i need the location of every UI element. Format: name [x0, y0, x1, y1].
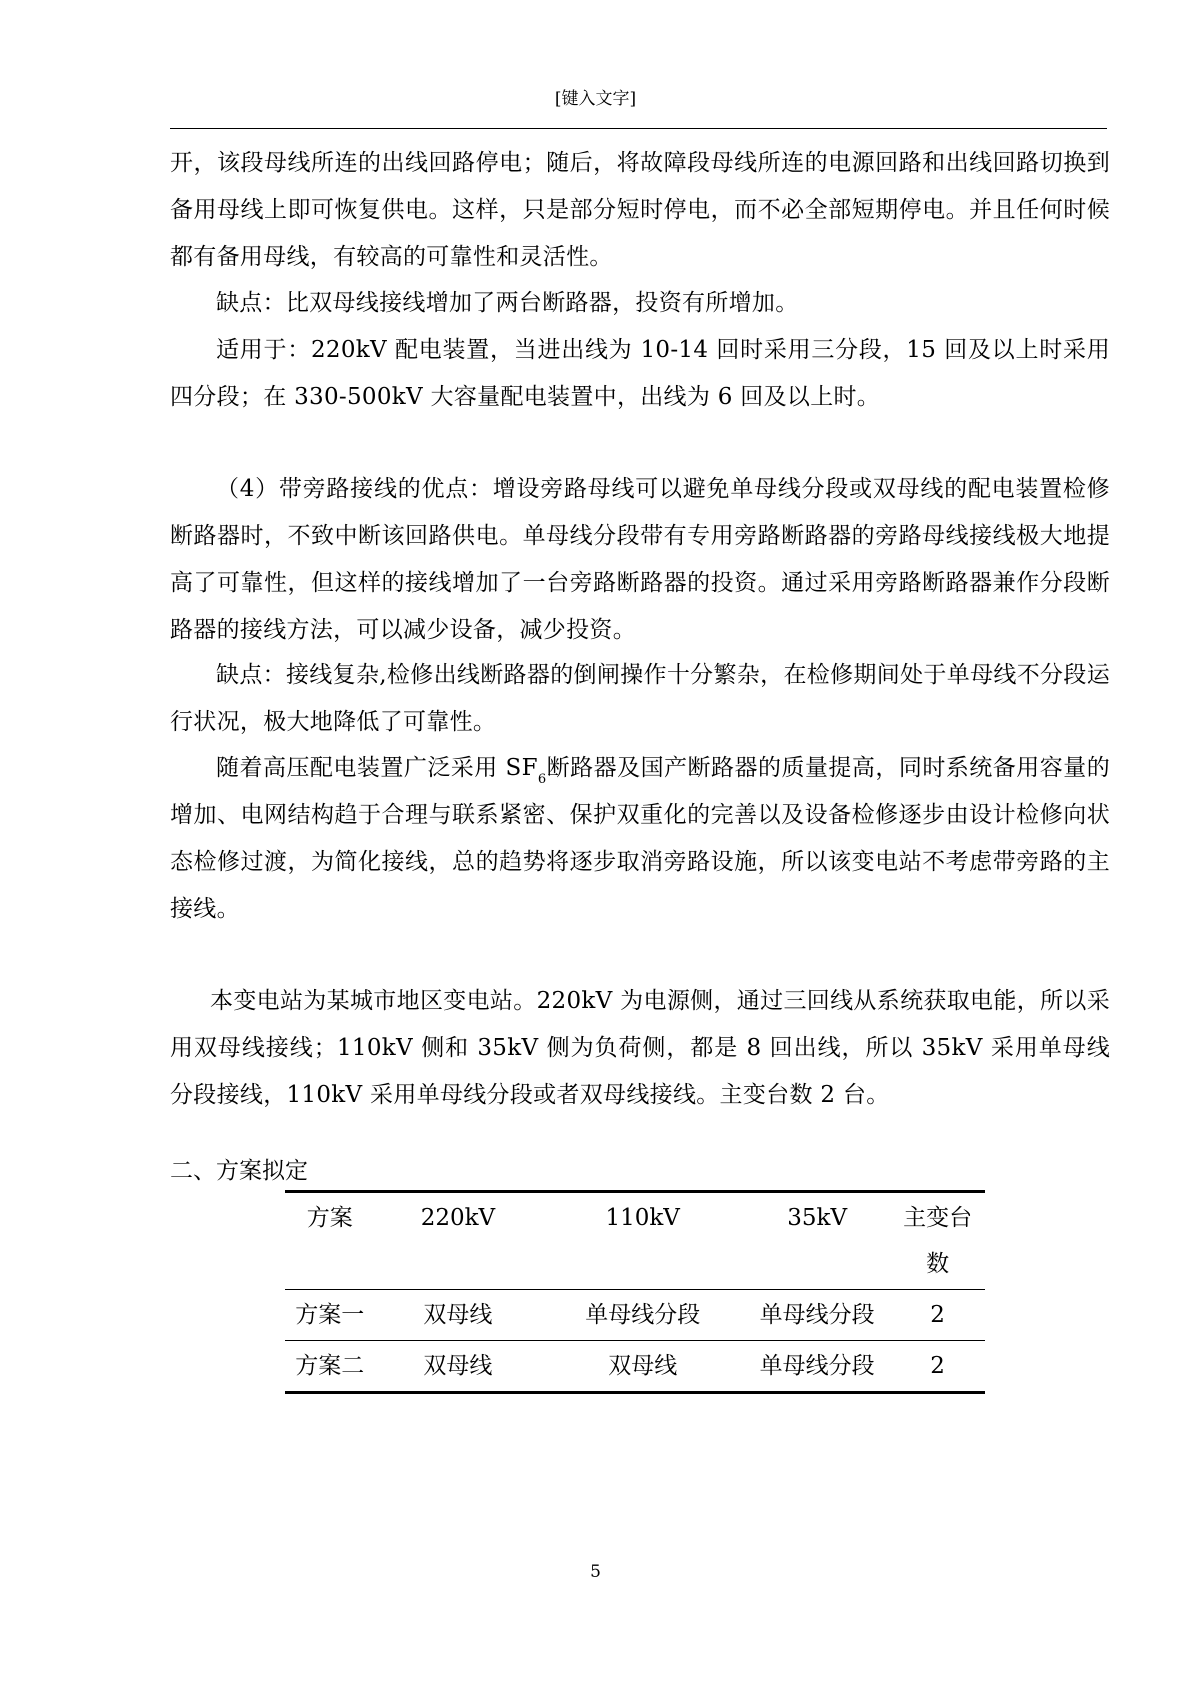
- header-35kv: 35kV: [744, 1192, 890, 1290]
- header-transformer-count: 主变台数: [890, 1192, 985, 1290]
- table-cell: 2: [890, 1341, 985, 1393]
- table-cell: 单母线分段: [541, 1290, 744, 1341]
- page-number: 5: [590, 1562, 601, 1582]
- header-220kv: 220kV: [375, 1192, 542, 1290]
- table-cell: 双母线: [375, 1290, 542, 1341]
- paragraph-disadvantage: 缺点：比双母线接线增加了两台断路器，投资有所增加。: [216, 290, 799, 316]
- table-cell: 单母线分段: [744, 1290, 890, 1341]
- paragraph-applicability: 适用于：220kV 配电装置，当进出线为 10-14 回时采用三分段，15 回及以上时采用四分段；在 330-500kV 大容量配电装置中，出线为 6 回及以上时。: [170, 337, 1110, 410]
- table-row: [285, 1290, 985, 1341]
- paragraph-trend: [170, 745, 1110, 933]
- paragraph-continuation: 开，该段母线所连的出线回路停电；随后，将故障段母线所连的电源回路和出线回路切换到备用母线上即可恢复供电。这样，只是部分短时停电，而不必全部短期停电。并且任何时候都有备用母线，有较高的可靠性和灵活性。: [170, 150, 1110, 270]
- table-header-row: [285, 1192, 985, 1290]
- table-cell: 双母线: [541, 1341, 744, 1393]
- section-heading: 二、方案拟定: [170, 1158, 308, 1184]
- paragraph-trend-part-b: 断路器及国产断路器的质量提高，同时系统备用容量的增加、电网结构趋于合理与联系紧密、保护双重化的完善以及设备检修逐步由设计检修向状态检修过渡，为简化接线，总的趋势将逐步取消旁路设施，所以该变电站不考虑带旁路的主接线。: [170, 755, 1111, 922]
- table-cell: 2: [890, 1290, 985, 1341]
- header-divider: [170, 128, 1107, 129]
- header-110kv: 110kV: [541, 1192, 744, 1290]
- table-cell: 方案二: [285, 1341, 375, 1393]
- paragraph-bypass-advantage: （4）带旁路接线的优点：增设旁路母线可以避免单母线分段或双母线的配电装置检修断路器时，不致中断该回路供电。单母线分段带有专用旁路断路器的旁路母线接线极大地提高了可靠性，但这样的接线增加了一台旁路断路器的投资。通过采用旁路断路器兼作分段断路器的接线方法，可以减少设备，减少投资。: [170, 476, 1110, 643]
- header-scheme: 方案: [285, 1192, 375, 1290]
- table-row: [285, 1341, 985, 1393]
- table-cell: 双母线: [375, 1341, 542, 1393]
- page-header: [键入文字]: [554, 89, 637, 109]
- table-cell: 方案一: [285, 1290, 375, 1341]
- scheme-table: [285, 1190, 985, 1394]
- table-cell: 单母线分段: [744, 1341, 890, 1393]
- paragraph-bypass-disadvantage: 缺点：接线复杂,检修出线断路器的倒闸操作十分繁杂，在检修期间处于单母线不分段运行状况，极大地降低了可靠性。: [170, 662, 1110, 735]
- paragraph-substation: 本变电站为某城市地区变电站。220kV 为电源侧，通过三回线从系统获取电能，所以采用双母线接线；110kV 侧和 35kV 侧为负荷侧，都是 8 回出线，所以 35kV 采用单母线分段接线，110kV 采用单母线分段或者双母线接线。主变台数 2 台。: [170, 988, 1110, 1108]
- sf6-subscript: 6: [537, 772, 547, 787]
- paragraph-trend-part-a: 随着高压配电装置广泛采用 SF: [216, 755, 538, 781]
